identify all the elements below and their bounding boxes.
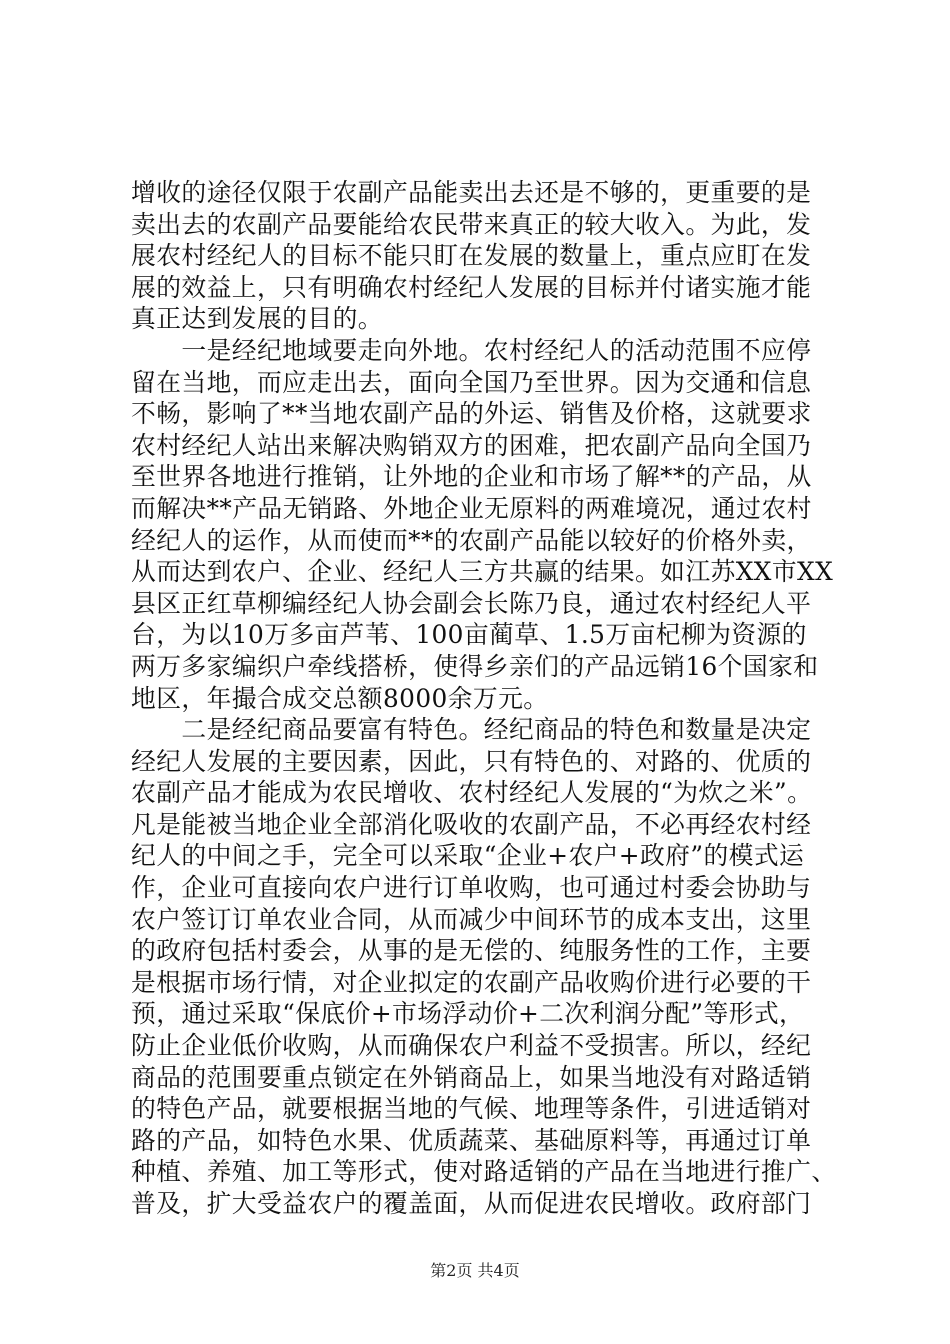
text-line: 普及，扩大受益农户的覆盖面，从而促进农民增收。政府部门	[131, 1189, 812, 1218]
text-line: 至世界各地进行推销，让外地的企业和市场了解**的产品，从	[131, 462, 812, 492]
text-line: 的政府包括村委会，从事的是无偿的、纯服务性的工作，主要	[131, 936, 812, 966]
text-line: 台，为以10万多亩芦苇、100亩蔺草、1.5万亩杞柳为资源的	[131, 620, 807, 650]
text-line: 经纪人的运作，从而使而**的农副产品能以较好的价格外卖，	[131, 525, 812, 555]
text-line: 二是经纪商品要富有特色。经纪商品的特色和数量是决定	[131, 715, 812, 745]
text-line: 纪人的中间之手，完全可以采取“企业+农户+政府”的模式运	[131, 841, 805, 871]
text-line: 不畅，影响了**当地农副产品的外运、销售及价格，这就要求	[131, 399, 812, 429]
text-line: 农村经纪人站出来解决购销双方的困难，把农副产品向全国乃	[131, 430, 812, 460]
text-line: 的特色产品，就要根据当地的气候、地理等条件，引进适销对	[131, 1094, 812, 1124]
text-line: 商品的范围要重点锁定在外销商品上，如果当地没有对路适销	[131, 1062, 812, 1092]
text-line: 县区正红草柳编经纪人协会副会长陈乃良，通过农村经纪人平	[131, 588, 812, 618]
text-line: 展的效益上，只有明确农村经纪人发展的目标并付诸实施才能	[131, 272, 812, 302]
text-line: 两万多家编织户牵线搭桥，使得乡亲们的产品远销16个国家和	[131, 651, 819, 681]
text-line: 农户签订订单农业合同，从而减少中间环节的成本支出，这里	[131, 904, 812, 934]
text-line: 留在当地，而应走出去，面向全国乃至世界。因为交通和信息	[131, 367, 812, 397]
text-line: 经纪人发展的主要因素，因此，只有特色的、对路的、优质的	[131, 746, 812, 776]
text-line: 是根据市场行情，对企业拟定的农副产品收购价进行必要的干	[131, 967, 812, 997]
text-line: 种植、养殖、加工等形式，使对路适销的产品在当地进行推广、	[131, 1157, 837, 1187]
text-line: 防止企业低价收购，从而确保农户利益不受损害。所以，经纪	[131, 1031, 812, 1061]
text-line: 路的产品，如特色水果、优质蔬菜、基础原料等，再通过订单	[131, 1125, 812, 1155]
text-line: 增收的途径仅限于农副产品能卖出去还是不够的，更重要的是	[131, 178, 812, 207]
paragraph-point-two	[131, 714, 837, 1220]
paragraph-point-one	[131, 335, 834, 714]
text-line: 地区，年撮合成交总额8000余万元。	[131, 683, 549, 713]
text-line: 凡是能被当地企业全部消化吸收的农副产品，不必再经农村经	[131, 809, 812, 839]
text-line: 而解决**产品无销路、外地企业无原料的两难境况，通过农村	[131, 493, 812, 523]
paragraph-intro	[131, 177, 831, 335]
page-number-footer: 第2页 共4页	[430, 1261, 520, 1280]
text-line: 真正达到发展的目的。	[131, 304, 383, 334]
text-line: 预，通过采取“保底价+市场浮动价+二次利润分配”等形式，	[131, 999, 805, 1029]
text-line: 一是经纪地域要走向外地。农村经纪人的活动范围不应停	[131, 335, 812, 365]
text-line: 卖出去的农副产品要能给农民带来真正的较大收入。为此，发	[131, 209, 812, 239]
text-line: 展农村经纪人的目标不能只盯在发展的数量上，重点应盯在发	[131, 241, 812, 271]
text-line: 农副产品才能成为农民增收、农村经纪人发展的“为炊之米”。	[131, 778, 813, 808]
text-line: 作，企业可直接向农户进行订单收购，也可通过村委会协助与	[131, 873, 812, 903]
document-body	[131, 177, 837, 1220]
text-line: 从而达到农户、企业、经纪人三方共赢的结果。如江苏XX市XX	[131, 557, 834, 587]
